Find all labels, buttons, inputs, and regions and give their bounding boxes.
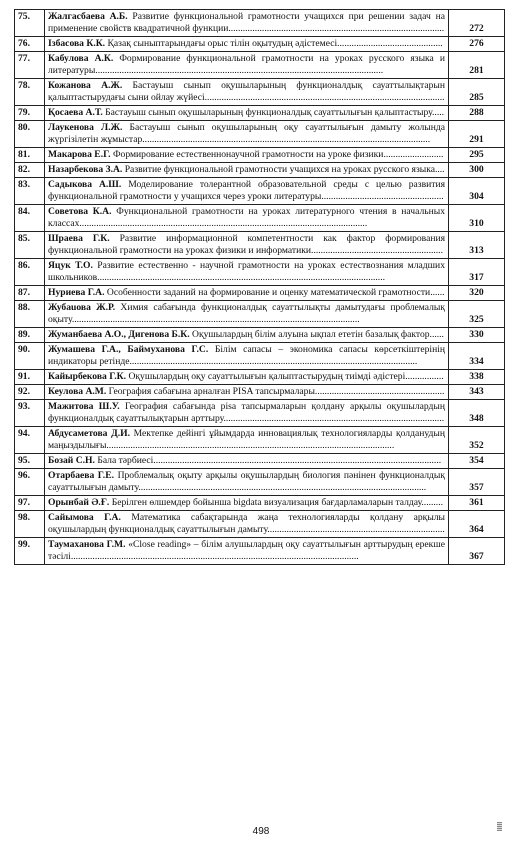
leader-dots: ........................................................................................................................ (97, 272, 385, 283)
leader-dots: .......................................................................................... (228, 23, 445, 34)
entry-number: 82. (15, 163, 45, 178)
entry-page: 357 (449, 469, 505, 496)
entry-title: Бастауыш сынып оқушыларының функционалдық сауаттылықтарын қалыптастырудағы сыни ойлау жүйесі (48, 80, 445, 103)
entry-page: 313 (449, 232, 505, 259)
entry-author: Қосаева А.Т. (48, 107, 103, 118)
leader-dots: ....................................................... (311, 245, 443, 256)
entry-page: 300 (449, 163, 505, 178)
leader-dots: ................ (405, 371, 444, 382)
entry-number: 87. (15, 286, 45, 301)
entry-text (45, 106, 449, 121)
entry-page: 295 (449, 148, 505, 163)
entry-text (45, 400, 449, 427)
entry-number: 89. (15, 328, 45, 343)
toc-body (15, 10, 505, 565)
entry-text (45, 328, 449, 343)
entry-text (45, 454, 449, 469)
entry-number: 78. (15, 79, 45, 106)
leader-dots: .................................................................................................... (204, 92, 445, 103)
entry-text (45, 469, 449, 496)
entry-title: Химия сабағында функционалдық сауаттылықты дамытудағы проблемалық оқыту (48, 302, 446, 325)
leader-dots: .... (434, 164, 445, 175)
leader-dots: ......................... (383, 149, 444, 160)
toc-row (15, 79, 505, 106)
entry-page: 348 (449, 400, 505, 427)
leader-dots: ........................................................................................................................ (129, 356, 418, 367)
entry-author: Таумаханова Г.М. (48, 539, 126, 550)
entry-page: 276 (449, 37, 505, 52)
toc-row (15, 205, 505, 232)
entry-title: Оқушылардың оқу сауаттылығын қалыптастырудың тиімді әдістері (128, 371, 406, 382)
entry-author: Мажитова Ш.У. (48, 401, 120, 412)
toc-row (15, 496, 505, 511)
entry-author: Шраева Г.К. (48, 233, 110, 244)
leader-dots: ........................................................................................................................ (138, 482, 427, 493)
entry-title: Моделирование толерантной образовательной среды с целью развития функциональной грамотности у учащихся через уроки литературы (48, 179, 445, 202)
entry-title: Бастауыш сынып оқушыларының оқу сауаттылығын дамыту жолында жүргізілетін жұмыстар (48, 122, 445, 145)
entry-page: 354 (449, 454, 505, 469)
entry-number: 81. (15, 148, 45, 163)
entry-author: Абдусаметова Д.И. (48, 428, 130, 439)
entry-author: Бозай С.Н. (48, 455, 95, 466)
entry-title: Мектепке дейінгі ұйымдарда инновациялық технологияларды қолданудың маңыздылығы (48, 428, 445, 451)
entry-text (45, 259, 449, 286)
page-number: 498 (252, 826, 270, 837)
leader-dots: ........................................................................................................................ (153, 455, 442, 466)
entry-text (45, 178, 449, 205)
entry-number: 83. (15, 178, 45, 205)
entry-author: Сайымова Г.А. (48, 512, 121, 523)
entry-number: 90. (15, 343, 45, 370)
entry-text (45, 163, 449, 178)
entry-title: Берілген өлшемдер бойынша bigdata визуализация бағдарламаларын талдау (111, 497, 422, 508)
toc-row (15, 469, 505, 496)
entry-title: Особенности заданий на формирование и оценку математической грамотности (106, 287, 431, 298)
entry-page: 281 (449, 52, 505, 79)
entry-number: 80. (15, 121, 45, 148)
entry-text (45, 286, 449, 301)
toc-row (15, 511, 505, 538)
leader-dots: ........................................................................................................................ (71, 314, 360, 325)
scroll-handle-icon[interactable] (497, 822, 502, 831)
entry-number: 76. (15, 37, 45, 52)
entry-title: Развитие функциональной грамотности учащихся на уроках русского языка (124, 164, 435, 175)
entry-page: 352 (449, 427, 505, 454)
toc-row (15, 52, 505, 79)
entry-title: Бастауыш сынып оқушыларының функционалдық сауаттылығын қалыптастыру (105, 107, 433, 118)
entry-number: 93. (15, 400, 45, 427)
toc-row (15, 232, 505, 259)
entry-title: Формирование функциональной грамотности на уроках русского языка и литературы (48, 53, 445, 76)
entry-title: Проблемалық оқыту арқылы оқушылардың биология пәнінен функционалдық сауаттылығын дамыту (48, 470, 445, 493)
entry-text (45, 511, 449, 538)
entry-author: Кайырбекова Г.К. (48, 371, 127, 382)
entry-page: 330 (449, 328, 505, 343)
entry-number: 77. (15, 52, 45, 79)
entry-author: Жубаuова Ж.Р. (48, 302, 116, 313)
leader-dots: ........................................................................................................................ (79, 218, 368, 229)
toc-row (15, 259, 505, 286)
entry-title: Қазақ сыныптарындағы орыс тілін оқытудың әдістемесі (107, 38, 338, 49)
entry-author: Яцук Т.О. (48, 260, 93, 271)
toc-row (15, 538, 505, 565)
toc-row (15, 37, 505, 52)
entry-title: Развитие информационной компетентности как фактор формирования функциональной грамотности на уроках физики и информатики (48, 233, 446, 256)
entry-author: Жалгасбаева А.Б. (48, 11, 128, 22)
entry-text (45, 538, 449, 565)
entry-page: 325 (449, 301, 505, 328)
entry-author: Макарова Е.Г. (48, 149, 111, 160)
entry-page: 320 (449, 286, 505, 301)
toc-row (15, 301, 505, 328)
toc-row (15, 148, 505, 163)
leader-dots: ......... (421, 497, 443, 508)
entry-author: Садыкова А.Ш. (48, 179, 122, 190)
toc-row (15, 454, 505, 469)
entry-title: География сабағында pisa тапсырмаларын қолдану арқылы оқушылардың функционалдық сауаттылықтарын арттыру (48, 401, 446, 424)
entry-number: 92. (15, 385, 45, 400)
entry-text (45, 370, 449, 385)
entry-number: 84. (15, 205, 45, 232)
toc-row (15, 163, 505, 178)
entry-text (45, 496, 449, 511)
entry-text (45, 121, 449, 148)
toc-row (15, 121, 505, 148)
entry-number: 85. (15, 232, 45, 259)
entry-author: Ізбасова К.К. (48, 38, 106, 49)
entry-page: 310 (449, 205, 505, 232)
leader-dots: ..... (432, 107, 445, 118)
entry-number: 94. (15, 427, 45, 454)
entry-author: Жуманбаева А.О., Дигенова Б.К. (48, 329, 190, 340)
entry-page: 285 (449, 79, 505, 106)
entry-number: 91. (15, 370, 45, 385)
entry-page: 361 (449, 496, 505, 511)
toc-row (15, 10, 505, 37)
entry-author: Лаукенова Л.Ж. (48, 122, 123, 133)
entry-number: 95. (15, 454, 45, 469)
leader-dots: ........................................................................................................................ (95, 65, 384, 76)
entry-title: Бала тәрбиесі (97, 455, 154, 466)
entry-author: Отарбаева Г.Е. (48, 470, 115, 481)
entry-text (45, 385, 449, 400)
leader-dots: ...... (429, 329, 444, 340)
entry-title: Математика сабақтарында жаңа технологияларды қолдану арқылы оқушылардың функционалдық сауаттылығын дамыту (48, 512, 445, 535)
entry-title: Функциональной грамотности на уроках литературного чтения в начальных классах (48, 206, 445, 229)
entry-page: 317 (449, 259, 505, 286)
entry-author: Кеулова А.М. (48, 386, 107, 397)
entry-page: 272 (449, 10, 505, 37)
toc-row (15, 286, 505, 301)
entry-text (45, 79, 449, 106)
toc-row (15, 385, 505, 400)
toc-row (15, 400, 505, 427)
entry-text (45, 232, 449, 259)
toc-row (15, 328, 505, 343)
table-of-contents (14, 9, 505, 565)
entry-number: 86. (15, 259, 45, 286)
entry-title: Білім сапасы – экономика сапасы көрсеткіштерінің индикаторы ретінде (48, 344, 445, 367)
entry-title: «Close reading» – білім алушылардың оқу сауаттылығын арттырудың ерекше тәсілі (48, 539, 445, 562)
entry-text (45, 343, 449, 370)
toc-row (15, 343, 505, 370)
entry-text (45, 427, 449, 454)
entry-page: 288 (449, 106, 505, 121)
entry-page: 338 (449, 370, 505, 385)
entry-title: Развитие функциональной грамотности учащихся при решении задач на применение свойств квадратичной функции (48, 11, 445, 34)
leader-dots: ...... (430, 287, 445, 298)
entry-number: 96. (15, 469, 45, 496)
toc-row (15, 370, 505, 385)
entry-number: 97. (15, 496, 45, 511)
entry-page: 364 (449, 511, 505, 538)
entry-page: 343 (449, 385, 505, 400)
entry-author: Нуриева Г.А. (48, 287, 105, 298)
leader-dots: .......................................................................... (267, 524, 445, 535)
entry-number: 79. (15, 106, 45, 121)
entry-title: География сабағына арналған PISA тапсырмалары (108, 386, 315, 397)
toc-row (15, 427, 505, 454)
entry-author: Назарбекова З.А. (48, 164, 123, 175)
entry-page: 367 (449, 538, 505, 565)
entry-number: 88. (15, 301, 45, 328)
leader-dots: ................................................... (321, 191, 444, 202)
toc-row (15, 178, 505, 205)
entry-author: Жумашева Г.А., Баймуханова Г.С. (48, 344, 209, 355)
entry-text (45, 205, 449, 232)
leader-dots: ........................................................................................................................ (106, 440, 395, 451)
entry-text (45, 301, 449, 328)
toc-row (15, 106, 505, 121)
entry-number: 98. (15, 511, 45, 538)
entry-text (45, 10, 449, 37)
entry-title: Развитие естественно - научной грамотности на уроках естествознания младших школьников (48, 260, 445, 283)
entry-text (45, 52, 449, 79)
entry-author: Орынбай Ә.Ғ. (48, 497, 110, 508)
entry-page: 334 (449, 343, 505, 370)
entry-page: 291 (449, 121, 505, 148)
leader-dots: ............................................ (337, 38, 443, 49)
entry-number: 75. (15, 10, 45, 37)
leader-dots: ............................................................................................ (223, 413, 445, 424)
entry-author: Кабулова А.К. (48, 53, 114, 64)
entry-title: Оқушылардың білім алуына ықпал ететін базалық фактор (192, 329, 430, 340)
leader-dots: ........................................................................................................................ (142, 134, 431, 145)
entry-author: Кожанова А.Ж. (48, 80, 123, 91)
leader-dots: ........................................................................................................................ (70, 551, 359, 562)
leader-dots: ...................................................... (314, 386, 445, 397)
entry-text (45, 37, 449, 52)
entry-author: Советова К.А. (48, 206, 112, 217)
entry-number: 99. (15, 538, 45, 565)
entry-text (45, 148, 449, 163)
entry-page: 304 (449, 178, 505, 205)
entry-title: Формирование естественнонаучной грамотности на уроке физики (112, 149, 384, 160)
